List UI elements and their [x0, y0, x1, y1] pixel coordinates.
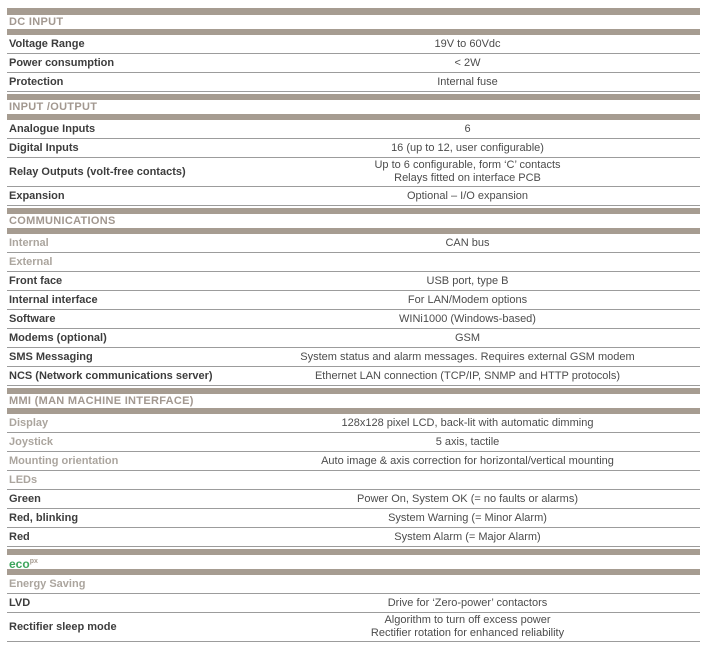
row-label: LEDs [9, 474, 38, 486]
row-value [235, 350, 700, 365]
spec-row-leds [7, 471, 700, 490]
section-title-superscript: px [29, 558, 38, 565]
row-value [235, 75, 700, 90]
row-value-line: GSM [454, 331, 481, 344]
spec-row-energy-saving [7, 575, 700, 594]
row-label: NCS (Network communications server) [9, 370, 213, 382]
row-value-line: CAN bus [445, 236, 490, 249]
row-value-line: Optional – I/O expansion [406, 189, 529, 202]
spec-row-joystick [7, 433, 700, 452]
row-label: Digital Inputs [9, 142, 79, 154]
row-label: External [9, 256, 53, 268]
row-label: Internal interface [9, 294, 98, 306]
row-label: Green [9, 493, 41, 505]
spec-row-internal-interface [7, 291, 700, 310]
row-value [235, 369, 700, 384]
row-label: Protection [9, 76, 64, 88]
row-value-line: USB port, type B [426, 274, 509, 287]
row-value-line: WINi1000 (Windows-based) [399, 312, 536, 325]
row-value [235, 189, 700, 204]
spec-row-lvd [7, 594, 700, 613]
row-label: SMS Messaging [9, 351, 93, 363]
row-value-line: Auto image & axis correction for horizontal/vertical mounting [321, 454, 614, 467]
row-value [235, 435, 700, 450]
spec-row-relay-outputs-volt-free-contacts [7, 158, 700, 187]
row-value-line: Ethernet LAN connection (TCP/IP, SNMP and HTTP protocols) [314, 369, 621, 382]
section-title [7, 555, 700, 569]
section-title-label: COMMUNICATIONS [9, 215, 116, 227]
row-value [235, 613, 700, 641]
section-title [7, 15, 700, 29]
row-value-line: 19V to 60Vdc [434, 37, 501, 50]
row-value-line: System status and alarm messages. Requires external GSM modem [300, 350, 635, 363]
row-value-line: System Alarm (= Major Alarm) [394, 530, 541, 543]
row-value [235, 454, 700, 469]
row-label: Mounting orientation [9, 455, 119, 467]
section-title [7, 214, 700, 228]
section-title [7, 394, 700, 408]
row-value-line: Power On, System OK (= no faults or alarms) [357, 492, 578, 505]
row-label: LVD [9, 597, 31, 609]
section-communications [7, 208, 700, 386]
row-value-line: Relays fitted on interface PCB [394, 172, 541, 184]
row-value [235, 416, 700, 431]
row-value [235, 596, 700, 611]
spec-row-digital-inputs [7, 139, 700, 158]
row-value-line: < 2W [454, 56, 481, 69]
spec-row-expansion [7, 187, 700, 206]
row-label: Joystick [9, 436, 54, 448]
row-value [235, 56, 700, 71]
row-value [235, 37, 700, 52]
row-value [235, 141, 700, 156]
row-label: Power consumption [9, 57, 115, 69]
spec-row-display [7, 414, 700, 433]
row-value [235, 158, 700, 186]
row-value-line: Algorithm to turn off excess power [384, 614, 551, 626]
spec-row-front-face [7, 272, 700, 291]
row-label: Expansion [9, 190, 65, 202]
row-value [235, 492, 700, 507]
row-value-line: System Warning (= Minor Alarm) [388, 511, 547, 524]
section-title [7, 100, 700, 114]
row-label: Front face [9, 275, 63, 287]
section-input-output [7, 94, 700, 206]
row-value [235, 511, 700, 526]
spec-row-power-consumption [7, 54, 700, 73]
section-title-label: INPUT /OUTPUT [9, 101, 98, 113]
row-label: Rectifier sleep mode [9, 621, 117, 633]
spec-row-modems-optional [7, 329, 700, 348]
section-divider-bar [7, 8, 700, 15]
row-value [235, 479, 700, 481]
row-value-line: 6 [464, 122, 471, 135]
row-label: Software [9, 313, 56, 325]
row-label: Relay Outputs (volt-free contacts) [9, 166, 186, 178]
spec-row-analogue-inputs [7, 120, 700, 139]
row-label: Energy Saving [9, 578, 86, 590]
row-value [235, 312, 700, 327]
row-label: Red [9, 531, 30, 543]
spec-row-red [7, 528, 700, 547]
section-dc-input [7, 8, 700, 92]
row-value [235, 530, 700, 545]
row-value [235, 261, 700, 263]
row-label: Red, blinking [9, 512, 79, 524]
spec-row-ncs-network-communications-server [7, 367, 700, 386]
row-value [235, 293, 700, 308]
row-value [235, 331, 700, 346]
row-value-line: 5 axis, tactile [435, 435, 500, 448]
spec-row-voltage-range [7, 35, 700, 54]
spec-table [7, 8, 700, 642]
spec-row-external [7, 253, 700, 272]
spec-row-internal [7, 234, 700, 253]
section-title-label: eco [9, 557, 30, 571]
row-value-line: 128x128 pixel LCD, back-lit with automatic dimming [341, 416, 594, 429]
spec-row-mounting-orientation [7, 452, 700, 471]
spec-row-red-blinking [7, 509, 700, 528]
spec-row-protection [7, 73, 700, 92]
row-value-line: 16 (up to 12, user configurable) [391, 141, 544, 154]
row-label: Internal [9, 237, 49, 249]
spec-row-software [7, 310, 700, 329]
row-value-line: Drive for ‘Zero-power’ contactors [387, 596, 548, 609]
row-label: Modems (optional) [9, 332, 107, 344]
spec-row-rectifier-sleep-mode [7, 613, 700, 642]
row-label: Display [9, 417, 49, 429]
row-value [235, 236, 700, 251]
row-value [235, 274, 700, 289]
section-title-label: DC INPUT [9, 16, 64, 28]
spec-row-sms-messaging [7, 348, 700, 367]
row-value [235, 583, 700, 585]
section-eco [7, 549, 700, 642]
row-value-line: For LAN/Modem options [407, 293, 528, 306]
section-mmi-man-machine-interface [7, 388, 700, 547]
row-value-line: Rectifier rotation for enhanced reliability [370, 627, 565, 639]
row-label: Voltage Range [9, 38, 85, 50]
row-value-line: Internal fuse [437, 75, 498, 88]
row-label: Analogue Inputs [9, 123, 96, 135]
spec-row-green [7, 490, 700, 509]
section-title-label: MMI (MAN MACHINE INTERFACE) [9, 395, 194, 407]
row-value-line: Up to 6 configurable, form ‘C’ contacts [374, 159, 561, 171]
row-value [235, 122, 700, 137]
